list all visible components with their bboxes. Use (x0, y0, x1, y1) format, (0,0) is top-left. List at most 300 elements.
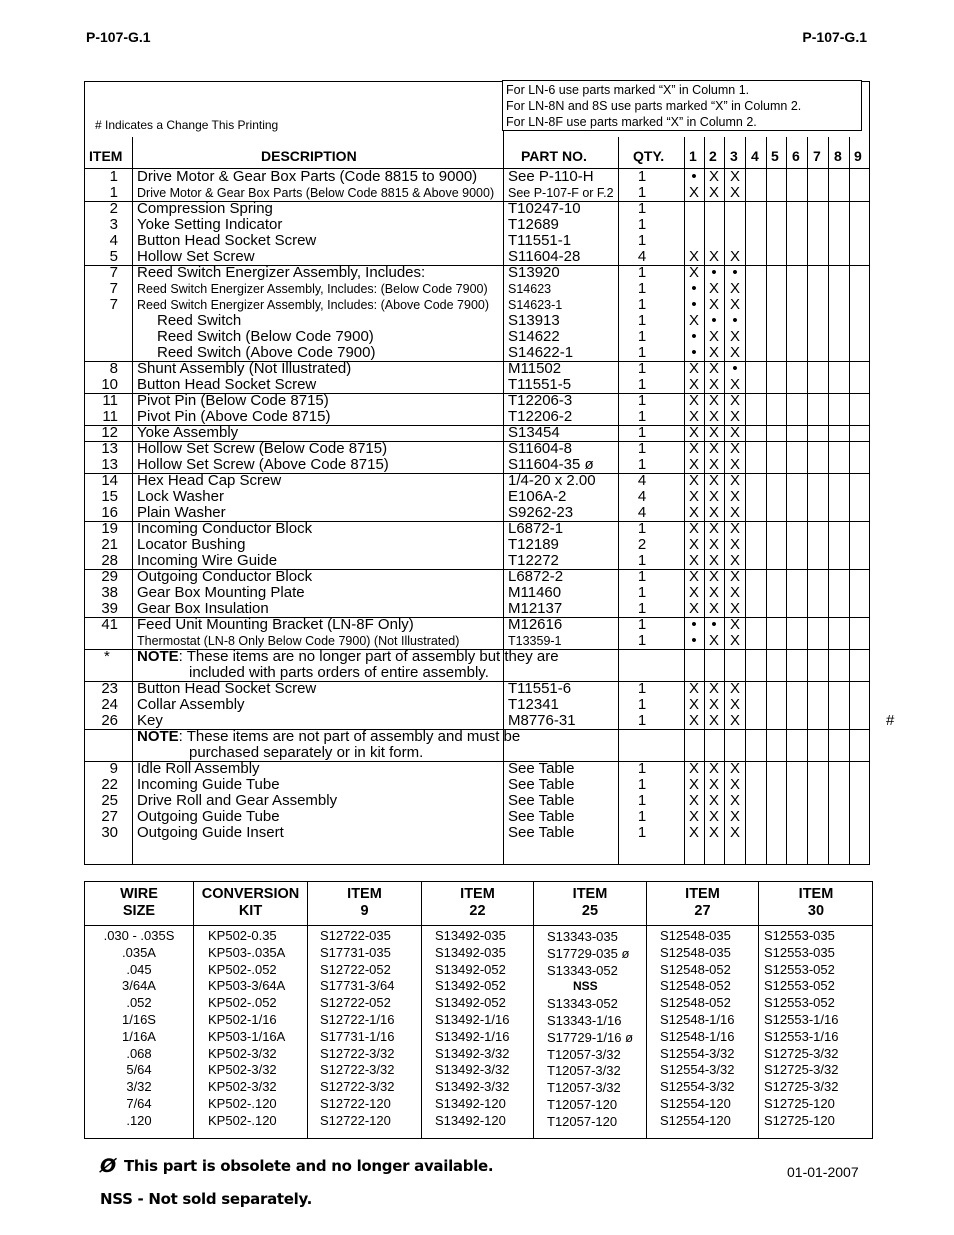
header-col-8: 8 (834, 148, 842, 164)
column-mark-c1: X (688, 696, 699, 713)
part-number: M8776-31 (508, 712, 576, 729)
wire-table-cell: 3/64A (122, 978, 156, 994)
wire-header (422, 886, 533, 920)
column-mark-c1: X (688, 440, 699, 457)
page-code-left: P-107-G.1 (86, 29, 151, 45)
item-quantity: 1 (637, 584, 647, 601)
item-number: 4 (109, 232, 118, 249)
item-number: 30 (101, 824, 118, 841)
wire-table-cell: T12057-3/32 (547, 1080, 621, 1096)
column-mark-c3: X (729, 344, 740, 361)
wire-table-cell: S12548-052 (660, 995, 731, 1011)
column-mark-c1: • (691, 328, 697, 345)
wire-table-cell: 5/64 (126, 1062, 152, 1078)
wire-table-cell: S12554-120 (660, 1095, 731, 1111)
col-divider (503, 131, 504, 865)
wire-header-l1: ITEM (460, 886, 495, 902)
item-quantity: 1 (637, 200, 647, 217)
item-quantity: 1 (637, 264, 647, 281)
row-divider (84, 361, 870, 362)
item-description: Drive Roll and Gear Assembly (137, 792, 338, 809)
item-number: 38 (101, 584, 118, 601)
wire-size-column (84, 928, 194, 1130)
column-mark-c3: X (729, 488, 740, 505)
wire-table-cell: S12722-3/32 (320, 1079, 395, 1095)
column-mark-c2: X (708, 632, 719, 649)
wire-table-cell: S13492-120 (435, 1112, 506, 1128)
wire-table-cell: .035A (122, 944, 156, 960)
column-mark-c1: X (688, 504, 699, 521)
column-mark-c1: X (688, 456, 699, 473)
wire-table-cell: S12722-120 (320, 1095, 391, 1111)
wire-table-cell: S17731-3/64 (320, 978, 395, 994)
note-1 (137, 649, 559, 665)
item-description: Shunt Assembly (Not Illustrated) (137, 360, 352, 377)
column-mark-c2: X (708, 376, 719, 393)
wire-table-cell: S13492-1/16 (435, 1011, 510, 1027)
column-mark-c1: X (688, 360, 699, 377)
item-number: 26 (101, 712, 118, 729)
item-number: 2 (109, 200, 118, 217)
item-quantity: 1 (637, 712, 647, 729)
header-col-4: 4 (751, 148, 759, 164)
wire-table-cell: KP503-1/16A (208, 1028, 286, 1044)
row-divider (84, 393, 870, 394)
column-mark-c1: X (688, 584, 699, 601)
wire-table-cell: S12722-035 (320, 928, 391, 943)
item-description: Locator Bushing (137, 536, 246, 553)
wire-table-cell: S17731-035 (320, 944, 391, 960)
item-number: 24 (101, 696, 118, 713)
column-mark-c1: X (688, 408, 699, 425)
part-number: See Table (508, 776, 575, 793)
row-divider (84, 521, 870, 522)
item-number: 28 (101, 552, 118, 569)
column-mark-c2: X (708, 824, 719, 841)
wire-table-cell: .120 (126, 1112, 152, 1128)
item-description: Lock Washer (137, 488, 224, 505)
wire-table-cell: .030 - .035S (103, 928, 175, 943)
item-quantity: 4 (637, 504, 647, 521)
item-description: Collar Assembly (137, 696, 245, 713)
item-quantity: 1 (637, 216, 647, 233)
item-quantity: 1 (637, 392, 647, 409)
column-mark-c2: X (708, 184, 719, 201)
col-divider (745, 137, 746, 865)
column-mark-c1: X (688, 392, 699, 409)
note-marker: * (104, 648, 110, 665)
column-mark-c1: • (691, 344, 697, 361)
column-mark-c2: X (708, 440, 719, 457)
note-label: NOTE (137, 648, 179, 665)
column-note: For LN-6 use parts marked “X” in Column 1. (506, 83, 750, 97)
wire-table-cell: 7/64 (126, 1095, 152, 1111)
column-mark-c1: X (688, 792, 699, 809)
wire-table-cell: KP502-.052 (208, 995, 277, 1011)
note-text: : These items are no longer part of assembly but they are (178, 648, 559, 665)
item-description: Outgoing Guide Insert (137, 824, 284, 841)
item-number: 27 (101, 808, 118, 825)
column-mark-c3: X (729, 376, 740, 393)
item-description: Key (137, 712, 163, 729)
row-divider (84, 729, 870, 730)
item-number: 15 (101, 488, 118, 505)
item-quantity: 1 (637, 552, 647, 569)
wire-table-cell: S12553-052 (764, 961, 835, 977)
col-divider (618, 137, 619, 865)
wire-header (194, 886, 307, 920)
item-quantity: 1 (637, 296, 647, 313)
item-quantity: 1 (637, 824, 647, 841)
column-mark-c3: X (729, 632, 740, 649)
wire-table-cell: S12554-3/32 (660, 1062, 735, 1078)
item-description: Feed Unit Mounting Bracket (LN-8F Only) (137, 616, 414, 633)
note-2-cont: purchased separately or in kit form. (189, 744, 424, 761)
wire-table-cell: KP502-.052 (208, 961, 277, 977)
part-number: T12206-2 (508, 408, 573, 425)
row-divider (84, 441, 870, 442)
wire-header-l2: KIT (238, 903, 263, 919)
wire-header-l2: 30 (807, 903, 825, 919)
wire-table-cell: S12548-035 (660, 944, 731, 960)
row-divider (84, 425, 870, 426)
column-mark-c2: X (708, 248, 719, 265)
item-quantity: 1 (637, 600, 647, 617)
part-number: S14623 (508, 282, 552, 296)
item-quantity: 4 (637, 472, 647, 489)
row-divider (84, 681, 870, 682)
part-number: S11604-8 (508, 440, 572, 457)
col-divider (786, 137, 787, 865)
item-25-column (547, 928, 633, 1130)
item-quantity: 1 (637, 424, 647, 441)
item-number: 14 (101, 472, 118, 489)
column-mark-c3: X (729, 456, 740, 473)
wire-header-l2: SIZE (122, 903, 156, 919)
wire-table-cell: S13492-120 (435, 1095, 506, 1111)
column-mark-c3: X (729, 680, 740, 697)
row-divider (84, 617, 870, 618)
item-quantity: 1 (637, 440, 647, 457)
item-quantity: 1 (637, 632, 647, 649)
item-description: Reed Switch (Above Code 7900) (157, 344, 376, 361)
column-mark-c3: X (729, 440, 740, 457)
part-number: T11551-1 (508, 232, 572, 249)
column-mark-c3: X (729, 808, 740, 825)
wire-table-cell: S13492-3/32 (435, 1045, 510, 1061)
wire-table-cell: S12553-1/16 (764, 1028, 839, 1044)
obsolete-symbol: Ø (100, 1155, 116, 1177)
column-mark-c2: X (708, 344, 719, 361)
column-mark-c3: X (729, 552, 740, 569)
col-divider (132, 137, 133, 865)
wire-table-cell: S13343-035 (547, 929, 618, 944)
wire-table-cell: S12722-3/32 (320, 1062, 395, 1078)
item-number: 16 (101, 504, 118, 521)
column-mark-c2: X (708, 600, 719, 617)
wire-table-cell: S12553-052 (764, 995, 835, 1011)
column-mark-c2: X (708, 792, 719, 809)
column-mark-c2: X (708, 472, 719, 489)
column-mark-c3: X (729, 520, 740, 537)
item-description: Yoke Setting Indicator (137, 216, 283, 233)
item-quantity: 1 (637, 360, 647, 377)
item-quantity: 1 (637, 184, 647, 201)
item-description: Plain Washer (137, 504, 226, 521)
item-number: 22 (101, 776, 118, 793)
wire-table-cell: KP503-.035A (208, 944, 286, 960)
item-description: Reed Switch Energizer Assembly, Includes: (Above Code 7900) (137, 298, 490, 312)
col-divider (766, 137, 767, 865)
header-col-7: 7 (813, 148, 821, 164)
part-number: See P-110-H (508, 168, 594, 185)
column-mark-c3: • (732, 360, 738, 377)
column-mark-c2: X (708, 168, 719, 185)
item-quantity: 1 (637, 568, 647, 585)
part-number: S14623-1 (508, 298, 563, 312)
column-mark-c1: X (688, 600, 699, 617)
item-quantity: 1 (637, 232, 647, 249)
wire-header-l2: 9 (360, 903, 369, 919)
header-col-3: 3 (730, 148, 738, 164)
wire-table-cell: S12548-052 (660, 978, 731, 994)
item-9-column (320, 928, 394, 1130)
wire-table-cell: S12722-052 (320, 961, 391, 977)
wire-table-cell: KP503-3/64A (208, 978, 286, 994)
wire-header (534, 886, 646, 920)
item-number: 13 (101, 440, 118, 457)
part-number: S11604-28 (508, 248, 581, 265)
part-number: See P-107-F or F.2 (508, 186, 614, 200)
column-mark-c1: • (691, 296, 697, 313)
part-number: T11551-6 (508, 680, 572, 697)
column-mark-c2: • (711, 264, 717, 281)
wire-table-cell: S13492-035 (435, 944, 506, 960)
item-description: Gear Box Mounting Plate (137, 584, 305, 601)
wire-table-cell: S12725-3/32 (764, 1045, 839, 1061)
item-number: 12 (101, 424, 118, 441)
wire-table-cell: KP502-.120 (208, 1095, 277, 1111)
column-mark-c2: • (711, 616, 717, 633)
part-number: S13913 (508, 312, 560, 329)
part-number: M12137 (508, 600, 563, 617)
wire-table-cell: T12057-120 (547, 1096, 618, 1112)
part-number: See Table (508, 792, 575, 809)
item-description: Hex Head Cap Screw (137, 472, 282, 489)
item-quantity: 1 (637, 520, 647, 537)
column-mark-c1: X (688, 184, 699, 201)
column-mark-c1: X (688, 488, 699, 505)
change-marker: # (886, 712, 895, 729)
wire-table-cell: S12725-120 (764, 1095, 835, 1111)
wire-table-cell: S13343-052 (547, 996, 618, 1012)
column-mark-c3: X (729, 248, 740, 265)
part-number: See Table (508, 760, 575, 777)
wire-table-cell: S12548-035 (660, 928, 731, 943)
col-divider (849, 137, 850, 865)
wire-table-cell: 1/16A (122, 1028, 156, 1044)
column-mark-c3: X (729, 776, 740, 793)
column-mark-c1: X (688, 248, 699, 265)
wire-table-cell: S13492-052 (435, 961, 506, 977)
item-description: Reed Switch Energizer Assembly, Includes: (Below Code 7900) (137, 282, 488, 296)
wire-header-l1: ITEM (572, 886, 608, 902)
row-divider (84, 473, 870, 474)
item-description: Hollow Set Screw (Above Code 8715) (137, 456, 389, 473)
item-number: 7 (109, 280, 118, 297)
wire-table-cell: KP502-.120 (208, 1112, 277, 1128)
item-quantity: 1 (637, 792, 647, 809)
wire-table-cell: S12722-3/32 (320, 1045, 395, 1061)
item-number: 19 (101, 520, 118, 537)
part-number: L6872-1 (508, 520, 564, 537)
item-quantity: 1 (637, 760, 647, 777)
row-divider (84, 569, 870, 570)
wire-table-cell: S17729-1/16 ø (547, 1029, 634, 1045)
row-divider (84, 649, 870, 650)
item-number: 11 (102, 392, 118, 409)
wire-table-cell: S12553-052 (764, 978, 835, 994)
wire-table-cell: S13492-3/32 (435, 1062, 510, 1078)
wire-table-cell: S13343-052 (547, 962, 618, 978)
item-22-column (435, 928, 509, 1130)
column-mark-c1: X (688, 760, 699, 777)
wire-table-cell: S12553-1/16 (764, 1011, 839, 1027)
item-description: Button Head Socket Screw (137, 376, 317, 393)
part-number: S14622-1 (508, 344, 574, 361)
wire-table-cell: S12725-120 (764, 1112, 835, 1128)
wire-table-cell: S12725-3/32 (764, 1062, 839, 1078)
item-number: 7 (109, 264, 118, 281)
column-mark-c1: X (688, 552, 699, 569)
wire-table-cell: S13492-052 (435, 978, 506, 994)
item-number: 29 (101, 568, 118, 585)
header-col-9: 9 (854, 148, 862, 164)
item-description: Reed Switch (157, 312, 242, 329)
part-number: T13359-1 (508, 634, 562, 648)
item-number: 1 (109, 168, 118, 185)
column-mark-c3: X (729, 760, 740, 777)
conversion-kit-column (208, 928, 285, 1130)
item-number: 23 (101, 680, 118, 697)
column-mark-c1: • (691, 168, 697, 185)
column-mark-c2: X (708, 584, 719, 601)
wire-header (647, 886, 758, 920)
wire-table-cell: S13492-052 (435, 995, 506, 1011)
column-mark-c3: X (729, 472, 740, 489)
part-number: T12341 (508, 696, 559, 713)
part-number: T12189 (508, 536, 559, 553)
wire-table-cell: KP502-3/32 (208, 1079, 277, 1095)
column-mark-c3: X (729, 296, 740, 313)
item-description: Button Head Socket Screw (137, 680, 317, 697)
item-number: 13 (101, 456, 118, 473)
part-number: M12616 (508, 616, 563, 633)
column-mark-c3: X (729, 712, 740, 729)
col-divider (807, 137, 808, 865)
column-mark-c3: X (729, 568, 740, 585)
column-mark-c2: X (708, 552, 719, 569)
column-mark-c3: X (729, 600, 740, 617)
header-col-1: 1 (689, 148, 697, 164)
column-mark-c2: X (708, 776, 719, 793)
column-mark-c3: X (729, 696, 740, 713)
part-number: T11551-5 (508, 376, 572, 393)
wire-table-cell: S12722-120 (320, 1112, 391, 1128)
item-quantity: 1 (637, 776, 647, 793)
column-mark-c3: • (732, 264, 738, 281)
item-number: 11 (102, 408, 118, 425)
part-number: T12689 (508, 216, 559, 233)
column-mark-c2: X (708, 296, 719, 313)
col-divider (828, 137, 829, 865)
part-number: 1/4-20 x 2.00 (508, 472, 596, 489)
column-mark-c1: X (688, 680, 699, 697)
wire-header (84, 886, 194, 920)
wire-table-cell: KP502-3/32 (208, 1045, 277, 1061)
column-mark-c1: X (688, 824, 699, 841)
column-mark-c3: X (729, 184, 740, 201)
wire-header-l1: CONVERSION (201, 886, 300, 902)
part-number: See Table (508, 808, 575, 825)
column-mark-c3: X (729, 328, 740, 345)
item-number: 10 (101, 376, 118, 393)
column-mark-c2: X (708, 392, 719, 409)
wire-header-l1: ITEM (685, 886, 720, 902)
column-note: For LN-8F use parts marked “X” in Column 2. (506, 115, 757, 129)
wire-table-cell: S12553-035 (764, 928, 835, 943)
item-number: 3 (109, 216, 118, 233)
wire-table-cell: KP502-0.35 (208, 928, 277, 943)
wire-table-cell: KP502-1/16 (208, 1011, 277, 1027)
wire-table-cell: S12554-3/32 (660, 1079, 735, 1095)
wire-table-cell: NSS (573, 979, 598, 994)
part-number: See Table (508, 824, 575, 841)
column-mark-c3: X (729, 616, 740, 633)
wire-header (308, 886, 421, 920)
header-item: ITEM (89, 148, 123, 164)
part-number: S9262-23 (508, 504, 574, 521)
column-mark-c3: X (729, 584, 740, 601)
wire-table-cell: S13343-1/16 (547, 1012, 622, 1028)
item-number: 25 (101, 792, 118, 809)
item-description: Incoming Conductor Block (137, 520, 313, 537)
wire-table-cell: 3/32 (126, 1079, 152, 1095)
item-description: Pivot Pin (Above Code 8715) (137, 408, 331, 425)
item-description: Hollow Set Screw (137, 248, 255, 265)
column-mark-c2: X (708, 568, 719, 585)
column-mark-c3: X (729, 408, 740, 425)
item-number: 5 (109, 248, 118, 265)
item-number: 1 (109, 184, 118, 201)
wire-header-l1: ITEM (347, 886, 382, 902)
part-number: S14622 (508, 328, 560, 345)
item-quantity: 1 (637, 168, 647, 185)
item-quantity: 1 (637, 312, 647, 329)
wire-table-cell: 1/16S (122, 1011, 156, 1027)
note-1-cont: included with parts orders of entire assembly. (189, 664, 489, 681)
wire-header-l2: 25 (581, 903, 599, 919)
wire-header-l1: WIRE (120, 886, 158, 902)
wire-header-l1: ITEM (798, 886, 834, 902)
item-description: Compression Spring (137, 200, 273, 217)
column-mark-c2: X (708, 760, 719, 777)
change-note: # Indicates a Change This Printing (95, 118, 279, 132)
column-mark-c1: X (688, 568, 699, 585)
column-mark-c2: X (708, 712, 719, 729)
wire-table-cell: S13492-1/16 (435, 1028, 510, 1044)
wire-table-cell: KP502-3/32 (208, 1062, 277, 1078)
